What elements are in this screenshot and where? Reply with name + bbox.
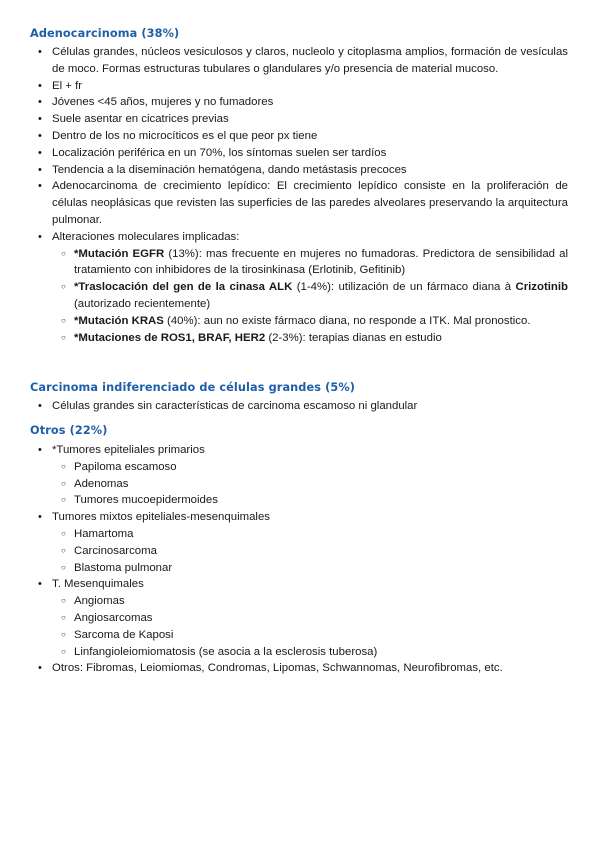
indiferenciado-list (38, 398, 568, 415)
sublist-item: ○ Papiloma escamoso (60, 459, 568, 476)
group-label: T. Mesenquimales (52, 578, 144, 591)
list-item-molecular (38, 229, 568, 347)
list-item: • Suele asentar en cicatrices previas (38, 111, 568, 128)
list-item: • Adenocarcinoma de crecimiento lepídico: El crecimiento lepídico consiste en la proliferación de células neoplásicas que revisten las superficies de las paredes alveolares preservando la arquitectura pulmonar. (38, 178, 568, 228)
adenocarcinoma-list (38, 44, 568, 346)
list-item-group (38, 576, 568, 660)
list-item: • Localización periférica en un 70%, los síntomas suelen ser tardíos (38, 145, 568, 162)
term-bold: *Traslocación del gen de la cinasa ALK (74, 281, 293, 294)
section-heading-indiferenciado: Carcinoma indiferenciado de células grandes (5%) (30, 381, 356, 394)
list-item: • Tendencia a la diseminación hematógena, dando metástasis precoces (38, 162, 568, 179)
list-item: • Células grandes, núcleos vesiculosos y claros, nucleolo y citoplasma amplios, formación de vesículas de moco. Formas estructuras tubulares o glandulares y/o presencia de material mucoso. (38, 44, 568, 78)
list-item-group (38, 442, 568, 509)
sublist-item: ○ Sarcoma de Kaposi (60, 627, 568, 644)
sublist-item-egfr (60, 246, 568, 280)
term-text: (13%): mas frecuente en mujeres no fumadoras. Predictora de sensibilidad al tratamiento con inhibidores de la tirosinkinasa (Erlotinib, Gefitinib) (74, 247, 568, 277)
section-heading-adenocarcinoma: Adenocarcinoma (38%) (30, 27, 180, 40)
group-sublist (52, 593, 568, 660)
group-sublist (52, 526, 568, 576)
term-bold: *Mutación KRAS (74, 314, 164, 327)
group-sublist (52, 459, 568, 509)
sublist-item-kras (60, 313, 568, 330)
list-item-group (38, 509, 568, 576)
section-heading-otros: Otros (22%) (30, 424, 108, 437)
sublist-item: ○ Hamartoma (60, 526, 568, 543)
list-item: • Dentro de los no microcíticos es el que peor px tiene (38, 128, 568, 145)
term-text: (autorizado recientemente) (74, 297, 211, 310)
term-bold: Crizotinib (515, 281, 568, 294)
sublist-item: ○ Tumores mucoepidermoides (60, 492, 568, 509)
term-bold: *Mutaciones de ROS1, BRAF, HER2 (74, 331, 266, 344)
group-label: Tumores mixtos epiteliales-mesenquimales (52, 511, 270, 524)
otros-list (38, 442, 568, 677)
term-text: (40%): aun no existe fármaco diana, no responde a ITK. Mal pronostico. (163, 314, 531, 327)
term-bold: *Mutación EGFR (74, 247, 165, 260)
sublist-item: ○ Carcinosarcoma (60, 543, 568, 560)
sublist-item-ros1 (60, 330, 568, 347)
sublist-item: ○ Adenomas (60, 476, 568, 493)
list-item: • Células grandes sin características de carcinoma escamoso ni glandular (38, 398, 568, 415)
list-item: • Otros: Fibromas, Leiomiomas, Condromas, Lipomas, Schwannomas, Neurofibromas, etc. (38, 660, 568, 677)
list-item: • Jóvenes <45 años, mujeres y no fumadores (38, 94, 568, 111)
list-item: • El + fr (38, 78, 568, 95)
term-text: (2-3%): terapias dianas en estudio (265, 331, 442, 344)
term-text: (1-4%): utilización de un fármaco diana à (292, 281, 516, 294)
sublist-item: ○ Linfangioleiomiomatosis (se asocia a la esclerosis tuberosa) (60, 644, 568, 661)
list-item-label: Alteraciones moleculares implicadas: (52, 230, 240, 243)
sublist-item: ○ Angiomas (60, 593, 568, 610)
molecular-sublist (52, 246, 568, 347)
sublist-item: ○ Blastoma pulmonar (60, 560, 568, 577)
sublist-item-alk (60, 279, 568, 313)
group-label: *Tumores epiteliales primarios (52, 444, 205, 456)
sublist-item: ○ Angiosarcomas (60, 610, 568, 627)
